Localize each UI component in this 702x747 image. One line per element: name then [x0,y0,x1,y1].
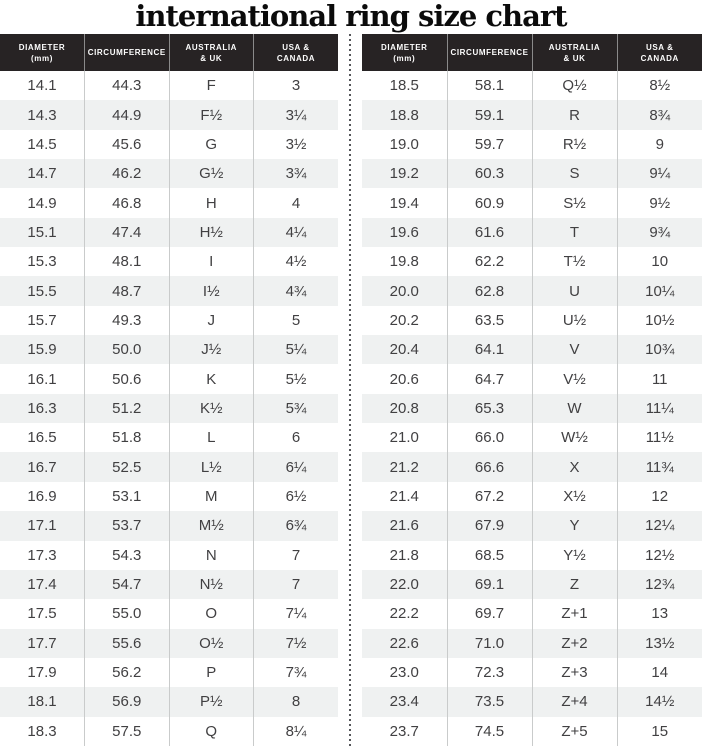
table-cell: 54.3 [85,541,170,570]
table-cell: 55.6 [85,629,170,658]
header-diameter-line2: (mm) [393,53,416,63]
header-circumference [85,34,170,71]
table-cell: 7¾ [254,658,339,687]
table-row [362,482,702,511]
table-cell: 14.7 [27,165,57,183]
table-cell: 13½ [617,629,702,658]
table-cell: 11¼ [617,394,702,423]
table-cell: M½ [169,511,254,540]
table-cell: R½ [532,130,617,159]
table-cell: 10 [617,247,702,276]
table-row [362,511,702,540]
table-cell: 52.5 [85,452,170,481]
table-row [362,218,702,247]
table-cell: 4¾ [254,276,339,305]
table-cell: 15.7 [27,311,57,329]
header-usa-canada-line1: USA & [282,42,310,52]
table-row [0,658,338,687]
table-row [362,599,702,628]
table-cell: 16.1 [27,370,57,388]
table-cell: 56.2 [85,658,170,687]
header-australia-uk-line1: AUSTRALIA [185,42,238,52]
table-cell: 8¼ [254,717,339,746]
table-cell: I [169,247,254,276]
table-row [0,452,338,481]
table-cell: 22.2 [389,605,419,623]
table-cell: V [532,335,617,364]
table-row [362,247,702,276]
table-cell: 14 [617,658,702,687]
header-diameter-line1: DIAMETER [380,42,428,52]
table-cell: 69.7 [447,599,532,628]
table-cell: 14.1 [27,77,57,95]
table-row [0,364,338,393]
table-cell: 62.8 [447,276,532,305]
table-cell: W [532,394,617,423]
table-cell: 57.5 [85,717,170,746]
table-cell: 17.3 [27,546,57,564]
table-cell: 7½ [254,629,339,658]
table-cell: G½ [169,159,254,188]
table-cell: 14.3 [27,106,57,124]
table-row [0,511,338,540]
table-cell: O½ [169,629,254,658]
table-cell: N½ [169,570,254,599]
table-cell: I½ [169,276,254,305]
table-header-left [0,34,338,71]
dotted-divider [338,34,362,747]
table-cell: 10½ [617,306,702,335]
table-cell: 9¼ [617,159,702,188]
table-cell: N [169,541,254,570]
table-row [362,717,702,746]
table-cell: L [169,423,254,452]
table-cell: 10¼ [617,276,702,305]
table-cell: 48.7 [85,276,170,305]
header-diameter [362,34,447,71]
table-cell: 20.6 [389,370,419,388]
table-cell: 9 [617,130,702,159]
table-cell: T [532,218,617,247]
table-cell: 46.8 [85,188,170,217]
table-cell: 22.0 [389,576,419,594]
table-cell: U [532,276,617,305]
table-cell: 11½ [617,423,702,452]
table-cell: 23.0 [389,664,419,682]
table-cell: 5¼ [254,335,339,364]
table-cell: 20.0 [389,282,419,300]
table-cell: 6¼ [254,452,339,481]
table-row [362,629,702,658]
table-cell: 14.5 [27,135,57,153]
page-title: international ring size chart [135,0,567,33]
table-cell: 51.2 [85,394,170,423]
table-cell: 50.6 [85,364,170,393]
table-cell: Z+1 [532,599,617,628]
table-body-right [362,71,702,746]
table-cell: L½ [169,452,254,481]
table-cell: 4½ [254,247,339,276]
table-row [0,629,338,658]
table-row [0,599,338,628]
table-cell: H [169,188,254,217]
table-cell: Z+3 [532,658,617,687]
table-cell: 68.5 [447,541,532,570]
table-row [362,364,702,393]
table-row [362,276,702,305]
table-cell: 4¼ [254,218,339,247]
table-cell: 4 [254,188,339,217]
table-cell: J½ [169,335,254,364]
table-cell: S½ [532,188,617,217]
table-cell: Z+2 [532,629,617,658]
table-cell: 63.5 [447,306,532,335]
table-cell: V½ [532,364,617,393]
table-row [0,159,338,188]
table-cell: 16.7 [27,458,57,476]
table-cell: 12 [617,482,702,511]
table-cell: H½ [169,218,254,247]
header-australia-uk-line2: & UK [200,53,223,63]
table-cell: Q½ [532,71,617,100]
table-cell: 5½ [254,364,339,393]
table-cell: 21.8 [389,546,419,564]
table-cell: 8 [254,687,339,716]
table-row [0,541,338,570]
table-cell: 3 [254,71,339,100]
table-cell: 65.3 [447,394,532,423]
table-cell: 23.4 [389,693,419,711]
table-cell: 17.5 [27,605,57,623]
table-cell: 21.4 [389,487,419,505]
header-row [0,34,338,71]
table-cell: 6¾ [254,511,339,540]
table-cell: 12¼ [617,511,702,540]
table-cell: 9¾ [617,218,702,247]
table-cell: 51.8 [85,423,170,452]
header-australia-uk [169,34,254,71]
table-row [362,130,702,159]
header-usa-canada-line2: CANADA [640,53,679,63]
header-australia-uk-line2: & UK [563,53,586,63]
table-cell: 64.7 [447,364,532,393]
table-cell: X [532,452,617,481]
table-cell: Y [532,511,617,540]
table-cell: 62.2 [447,247,532,276]
table-cell: 50.0 [85,335,170,364]
table-row [362,335,702,364]
table-row [0,394,338,423]
table-cell: 74.5 [447,717,532,746]
table-cell: 19.8 [389,253,419,271]
table-cell: 21.2 [389,458,419,476]
table-cell: O [169,599,254,628]
table-cell: 55.0 [85,599,170,628]
header-circumference-line1: CIRCUMFERENCE [87,48,166,57]
table-cell: 19.4 [389,194,419,212]
table-cell: 18.5 [389,77,419,95]
table-row [362,541,702,570]
table-cell: 61.6 [447,218,532,247]
table-cell: 18.1 [27,693,57,711]
table-cell: 20.2 [389,311,419,329]
table-cell: 11 [617,364,702,393]
header-australia-uk [532,34,617,71]
table-cell: 15.3 [27,253,57,271]
header-usa-canada [254,34,339,71]
table-cell: 53.1 [85,482,170,511]
table-row [0,100,338,129]
table-cell: 17.1 [27,517,57,535]
table-cell: 19.2 [389,165,419,183]
table-cell: 45.6 [85,130,170,159]
table-row [0,188,338,217]
table-cell: 3¾ [254,159,339,188]
table-row [0,717,338,746]
table-cell: G [169,130,254,159]
header-circumference-line1: CIRCUMFERENCE [450,48,529,57]
table-row [362,100,702,129]
table-row [0,276,338,305]
table-row [362,394,702,423]
table-cell: 18.8 [389,106,419,124]
table-row [0,423,338,452]
table-cell: 22.6 [389,634,419,652]
table-cell: 17.9 [27,664,57,682]
table-cell: P [169,658,254,687]
table-row [362,423,702,452]
table-cell: Z+4 [532,687,617,716]
table-cell: 17.7 [27,634,57,652]
table-row [0,335,338,364]
table-cell: 10¾ [617,335,702,364]
table-cell: 67.9 [447,511,532,540]
table-cell: T½ [532,247,617,276]
table-cell: 16.3 [27,399,57,417]
table-cell: 66.0 [447,423,532,452]
header-circumference [447,34,532,71]
table-row [0,218,338,247]
table-row [0,130,338,159]
table-row [0,247,338,276]
ring-size-table-left [0,34,338,746]
table-cell: 11¾ [617,452,702,481]
header-australia-uk-line1: AUSTRALIA [548,42,601,52]
table-row [0,687,338,716]
table-row [362,658,702,687]
table-cell: 66.6 [447,452,532,481]
table-cell: 60.3 [447,159,532,188]
table-cell: 12½ [617,541,702,570]
table-cell: Z+5 [532,717,617,746]
ring-size-table-right [362,34,702,746]
table-cell: 15.5 [27,282,57,300]
table-cell: 47.4 [85,218,170,247]
table-cell: 73.5 [447,687,532,716]
table-row [0,570,338,599]
table-cell: W½ [532,423,617,452]
table-cell: 56.9 [85,687,170,716]
table-cell: 8¾ [617,100,702,129]
table-cell: 21.0 [389,429,419,447]
header-diameter [0,34,85,71]
table-cell: 8½ [617,71,702,100]
tables-container [0,34,702,747]
table-cell: F½ [169,100,254,129]
table-cell: 14½ [617,687,702,716]
table-cell: 13 [617,599,702,628]
table-header-right [362,34,702,71]
header-diameter-line1: DIAMETER [18,42,66,52]
table-cell: K½ [169,394,254,423]
table-row [0,306,338,335]
table-cell: 67.2 [447,482,532,511]
table-row [362,306,702,335]
table-row [362,71,702,100]
table-cell: J [169,306,254,335]
table-row [0,71,338,100]
table-cell: 20.4 [389,341,419,359]
table-cell: F [169,71,254,100]
table-cell: P½ [169,687,254,716]
table-row [362,159,702,188]
table-cell: 18.3 [27,722,57,740]
table-cell: 6 [254,423,339,452]
table-cell: X½ [532,482,617,511]
table-cell: 16.5 [27,429,57,447]
table-row [362,687,702,716]
table-cell: 60.9 [447,188,532,217]
table-cell: Z [532,570,617,599]
table-cell: 12¾ [617,570,702,599]
table-cell: Y½ [532,541,617,570]
table-cell: 19.6 [389,223,419,241]
table-row [362,570,702,599]
table-cell: U½ [532,306,617,335]
table-cell: 44.9 [85,100,170,129]
table-cell: 44.3 [85,71,170,100]
table-row [0,482,338,511]
table-cell: 48.1 [85,247,170,276]
header-usa-canada-line1: USA & [645,42,674,52]
table-cell: 58.1 [447,71,532,100]
table-cell: 54.7 [85,570,170,599]
table-cell: M [169,482,254,511]
table-cell: 7¼ [254,599,339,628]
table-cell: 21.6 [389,517,419,535]
table-cell: 72.3 [447,658,532,687]
table-cell: 19.0 [389,135,419,153]
table-cell: 71.0 [447,629,532,658]
table-cell: 15 [617,717,702,746]
header-usa-canada-line2: CANADA [276,53,316,63]
table-cell: 3¼ [254,100,339,129]
table-cell: 7 [254,541,339,570]
table-cell: 69.1 [447,570,532,599]
table-cell: 59.1 [447,100,532,129]
table-row [362,452,702,481]
table-cell: 15.1 [27,223,57,241]
table-cell: 14.9 [27,194,57,212]
table-cell: 3½ [254,130,339,159]
table-cell: 7 [254,570,339,599]
table-cell: K [169,364,254,393]
table-cell: 5¾ [254,394,339,423]
table-cell: 17.4 [27,576,57,594]
table-row [362,188,702,217]
header-diameter-line2: (mm) [31,53,53,63]
table-cell: 49.3 [85,306,170,335]
table-cell: R [532,100,617,129]
header-usa-canada [617,34,702,71]
table-cell: 46.2 [85,159,170,188]
table-cell: Q [169,717,254,746]
table-body-left [0,71,338,746]
table-cell: 15.9 [27,341,57,359]
table-cell: 5 [254,306,339,335]
table-cell: 59.7 [447,130,532,159]
table-cell: 9½ [617,188,702,217]
table-cell: 53.7 [85,511,170,540]
table-cell: 16.9 [27,487,57,505]
header-row [362,34,702,71]
table-cell: 20.8 [389,399,419,417]
table-cell: 64.1 [447,335,532,364]
table-cell: 23.7 [389,722,419,740]
table-cell: 6½ [254,482,339,511]
table-cell: S [532,159,617,188]
